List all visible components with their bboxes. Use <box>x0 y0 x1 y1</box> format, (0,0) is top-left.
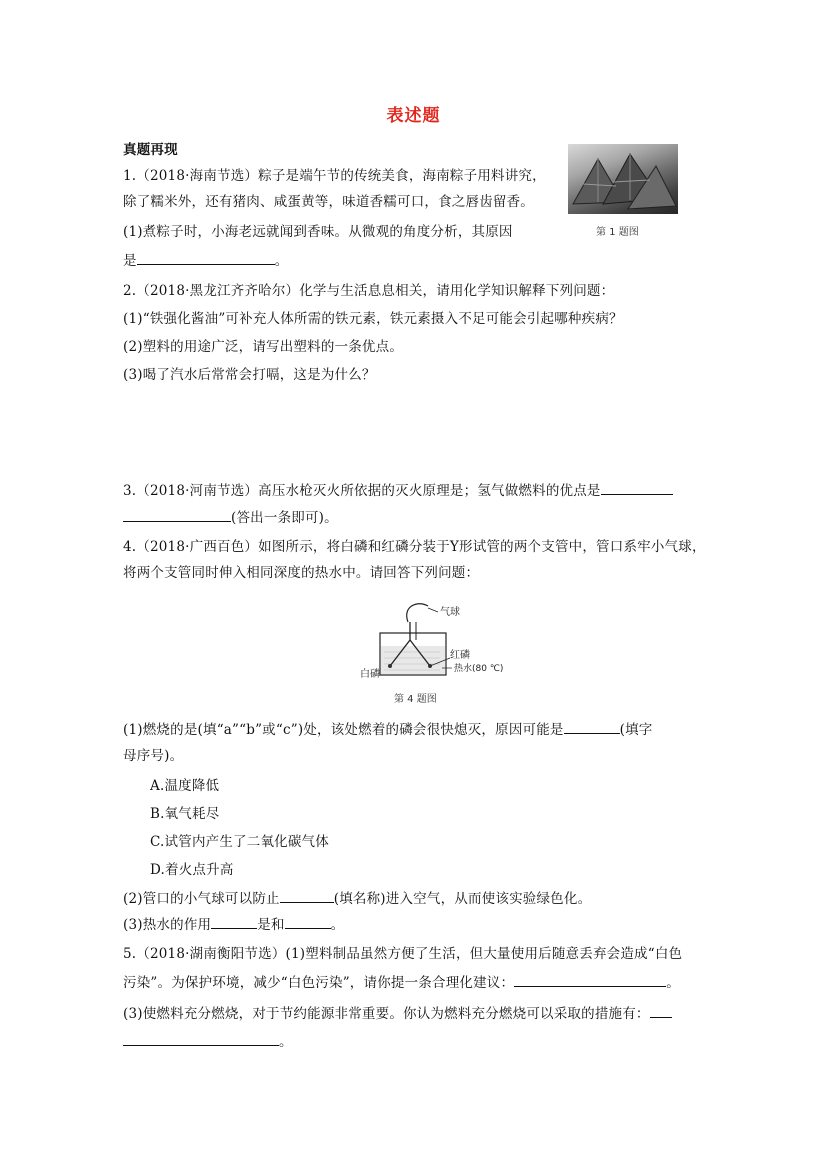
q4-part1-line2: 母序号)。 <box>123 748 184 764</box>
q4-option-d: D.着火点升高 <box>150 862 234 878</box>
q5-part3-blank-1[interactable] <box>650 1003 672 1018</box>
q4-part2-blank[interactable] <box>280 888 334 903</box>
q5-line4 <box>123 1031 293 1052</box>
q3-line2-suffix: (答出一条即可)。 <box>231 510 338 526</box>
q1-line3: (1)煮粽子时，小海老远就闻到香味。从微观的角度分析，其原因 <box>123 224 513 240</box>
q2-part2: (2)塑料的用途广泛，请写出塑料的一条优点。 <box>123 339 404 355</box>
q5-line2 <box>123 972 680 993</box>
q4-part2-suffix: (填名称)进入空气，从而使该实验绿色化。 <box>333 891 592 907</box>
q3-answer-blank-2[interactable] <box>123 507 231 522</box>
q3-answer-blank-1[interactable] <box>601 480 673 495</box>
q4-part2 <box>123 888 591 909</box>
q4-part3-mid: 是和 <box>257 917 285 933</box>
q4-part3-blank-2[interactable] <box>285 914 331 929</box>
q4-part3-suffix: 。 <box>330 917 345 933</box>
q5-part3-blank-2[interactable] <box>123 1031 279 1046</box>
q5-line2-text: 污染”。为保护环境，减少“白色污染”，请你提一条合理化建议： <box>123 975 515 991</box>
q5-line3 <box>123 1003 672 1024</box>
q4-part1-suffix: (填字 <box>619 722 653 738</box>
q1-line4 <box>123 250 288 271</box>
red-phosphorus-label: 红磷 <box>450 650 470 661</box>
q5-line4-suffix: 。 <box>279 1034 293 1050</box>
q4-part2-prefix: (2)管口的小气球可以防止 <box>123 891 280 907</box>
q1-line2: 除了糯米外，还有猪肉、咸蛋黄等，味道香糯可口，食之唇齿留香。 <box>123 194 534 210</box>
q4-part1-blank[interactable] <box>564 719 620 734</box>
zongzi-photo <box>568 144 678 214</box>
q4-option-b: B.氧气耗尽 <box>150 806 220 822</box>
q5-line3-text: (3)使燃料充分燃烧，对于节约能源非常重要。你认为燃料充分燃烧可以采取的措施有： <box>123 1006 650 1022</box>
q2-part3: (3)喝了汽水后常常会打嗝，这是为什么？ <box>123 367 376 383</box>
phosphorus-experiment-figure <box>360 600 504 690</box>
q3-line1 <box>123 480 673 501</box>
q5-line2-suffix: 。 <box>666 975 680 991</box>
balloon-label: 气球 <box>440 607 460 618</box>
q4-part3 <box>123 914 344 935</box>
q5-part1-blank[interactable] <box>514 972 666 987</box>
q4-part1-line1 <box>123 719 653 740</box>
q1-line4-prefix: 是 <box>123 253 137 269</box>
q5-line1: 5.（2018·湖南衡阳节选）(1)塑料制品虽然方便了生活，但大量使用后随意丢弃会造成“白色 <box>123 946 683 962</box>
q2-stem: 2.（2018·黑龙江齐齐哈尔）化学与生活息息相关，请用化学知识解释下列问题： <box>123 283 615 299</box>
q4-part3-prefix: (3)热水的作用 <box>123 917 212 933</box>
white-phosphorus-label: 白磷 <box>360 669 380 680</box>
section-heading: 真题再现 <box>123 142 178 158</box>
q4-option-c: C.试管内产生了二氧化碳气体 <box>150 834 329 850</box>
q1-answer-blank[interactable] <box>137 250 275 265</box>
figure4-caption: 第 4 题图 <box>394 694 437 705</box>
q1-line1: 1.（2018·海南节选）粽子是端午节的传统美食，海南粽子用料讲究， <box>123 168 546 184</box>
q1-line4-suffix: 。 <box>274 253 289 269</box>
q4-part3-blank-1[interactable] <box>211 914 257 929</box>
q4-line1: 4.（2018·广西百色）如图所示，将白磷和红磷分装于Y形试管的两个支管中，管口系牢小气球， <box>123 539 706 555</box>
hot-water-label: 热水(80 ℃) <box>454 664 504 674</box>
q4-option-a: A.温度降低 <box>150 778 220 794</box>
q3-line2 <box>123 507 338 528</box>
q2-part1: (1)“铁强化酱油”可补充人体所需的铁元素，铁元素摄入不足可能会引起哪种疾病？ <box>123 311 623 327</box>
q3-line1-text: 3.（2018·河南节选）高压水枪灭火所依据的灭火原理是；氢气做燃料的优点是 <box>123 483 601 499</box>
figure1-caption: 第 1 题图 <box>596 227 639 238</box>
q4-line2: 将两个支管同时伸入相同深度的热水中。请回答下列问题： <box>123 565 480 581</box>
page-title: 表述题 <box>386 106 441 126</box>
q4-part1-text: (1)燃烧的是(填“a”“b”或“c”)处，该处燃着的磷会很快熄灭，原因可能是 <box>123 722 564 738</box>
